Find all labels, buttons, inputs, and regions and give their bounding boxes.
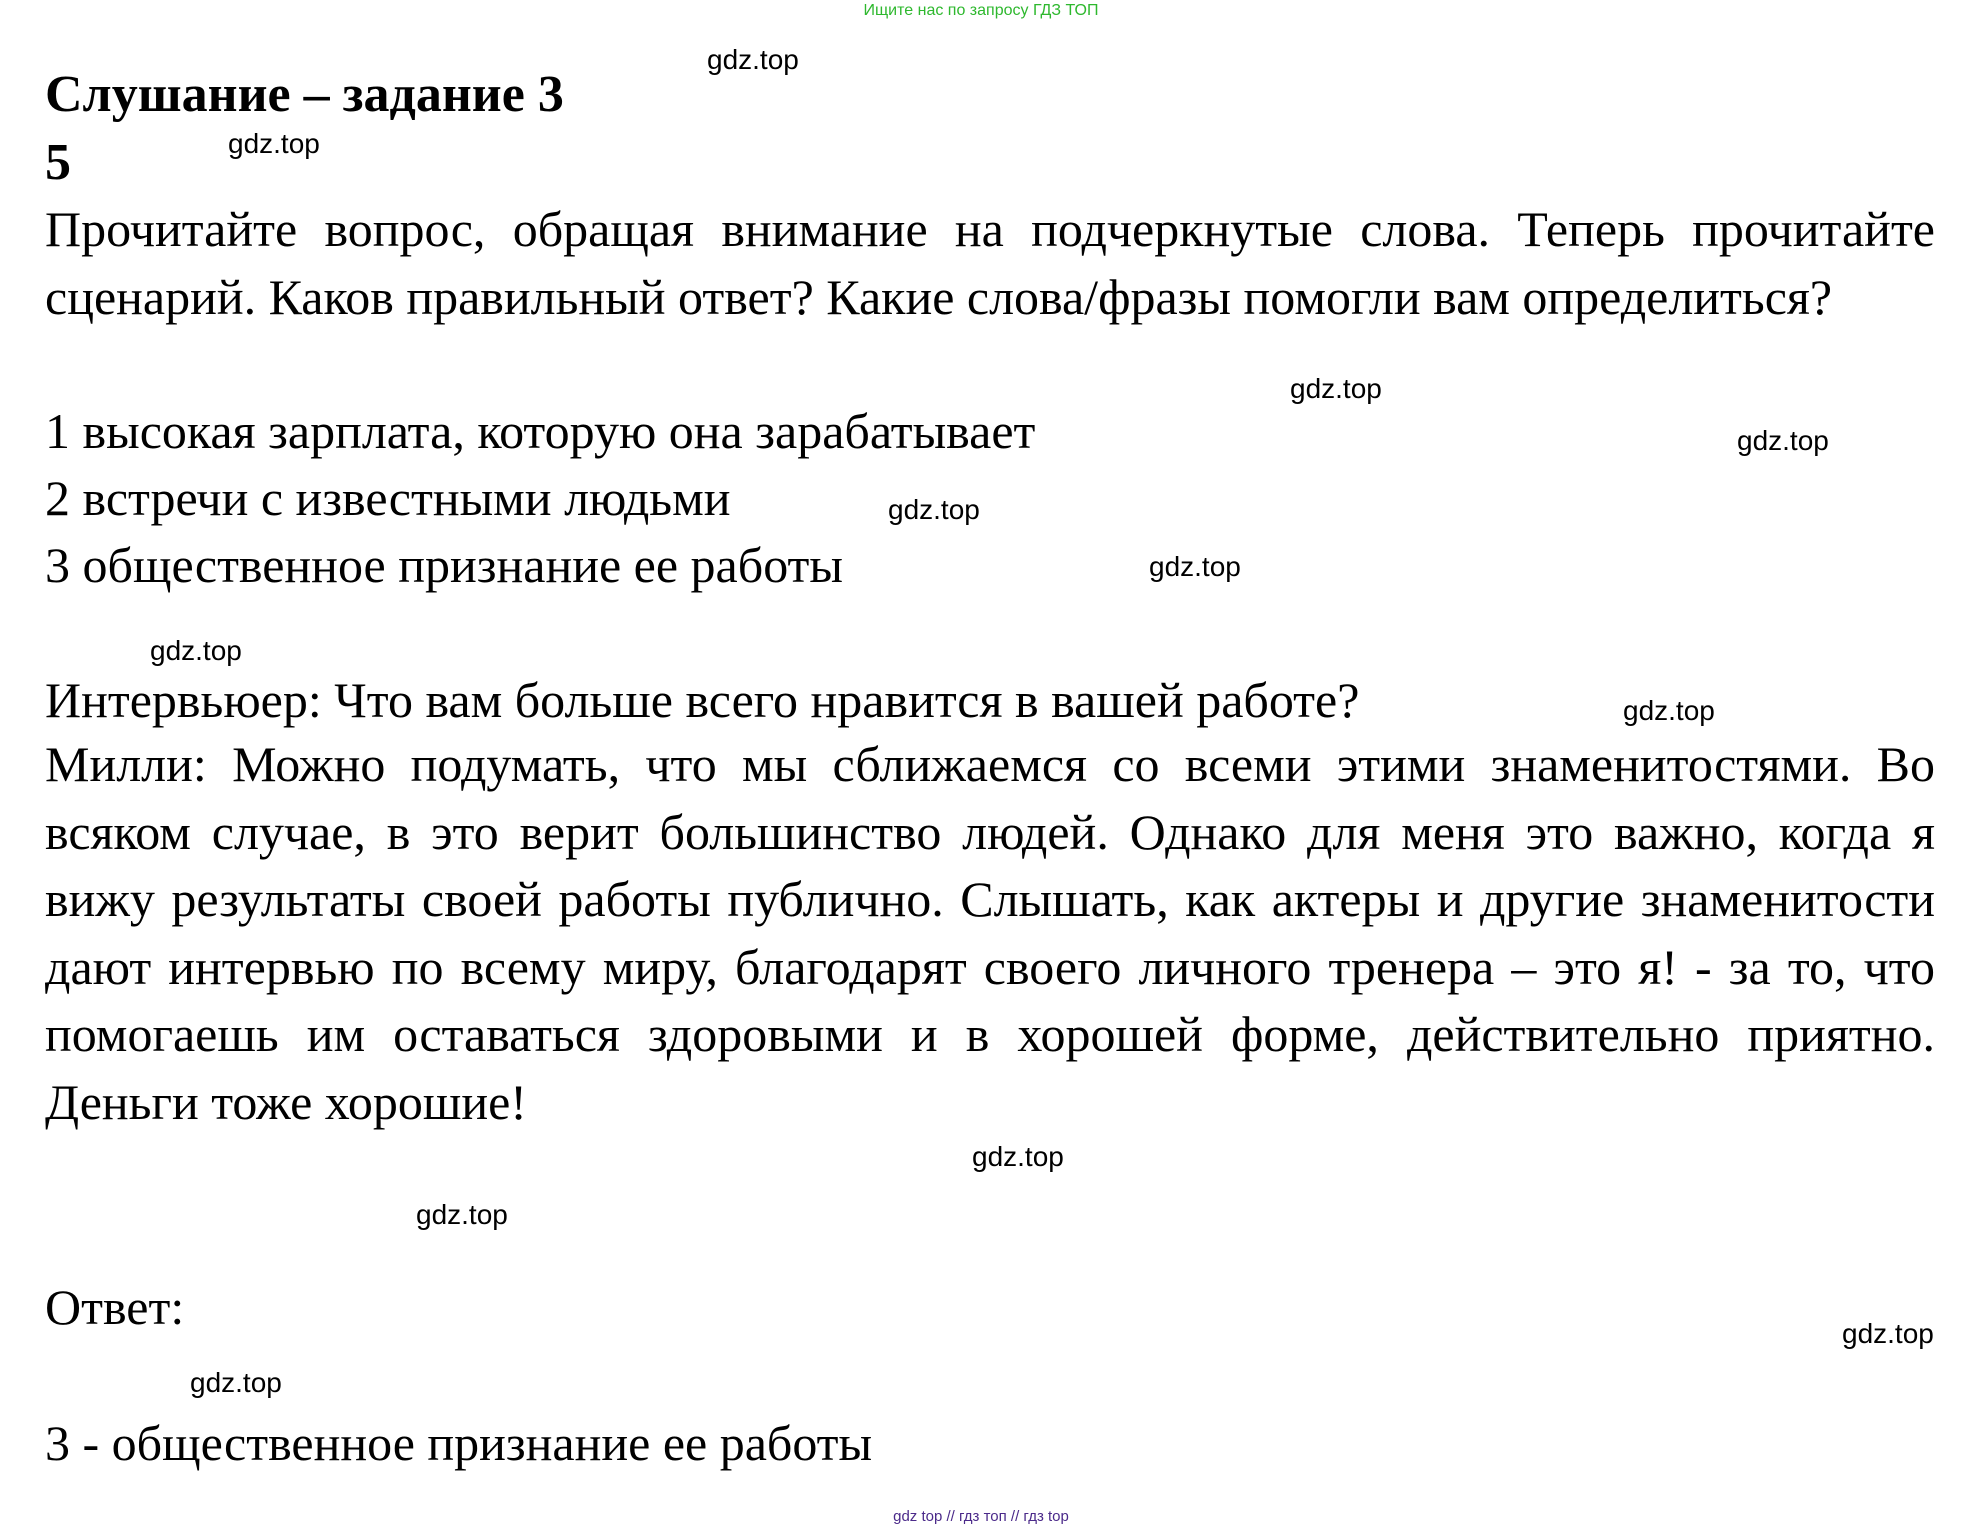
interviewer-line: Интервьюер: Что вам больше всего нравится в вашей работе? (45, 672, 1360, 728)
watermark: gdz.top (190, 1367, 282, 1398)
watermark: gdz.top (888, 494, 980, 525)
top-banner: Ищите нас по запросу ГДЗ ТОП (863, 2, 1099, 19)
option-3: 3 общественное признание ее работы (45, 537, 843, 593)
footer-credit: gdz top // гдз топ // гдз top (893, 1508, 1069, 1525)
watermark: gdz.top (1842, 1318, 1934, 1349)
milly-response: Милли: Можно подумать, что мы сближаемся со всеми этими знаменитостями. Во всяком случае, в это верит большинство людей. Однако для меня это важно, когда я вижу результаты своей работы публично. Слышать, как актеры и другие знаменитости дают интервью по всему миру, благодарят своего личного тренера – это я! - за то, что помогаешь им оставаться здоровыми и в хорошей форме, действительно приятно. Деньги тоже хорошие! (45, 736, 1935, 1130)
watermark: gdz.top (1737, 425, 1829, 456)
watermark: gdz.top (416, 1199, 508, 1230)
instruction-paragraph: Прочитайте вопрос, обращая внимание на подчеркнутые слова. Теперь прочитайте сценарий. Каков правильный ответ? Какие слова/фразы помогли вам определиться? (45, 201, 1935, 325)
page-title: Слушание – задание 3 (45, 66, 564, 123)
watermark: gdz.top (1623, 695, 1715, 726)
answer-value: 3 - общественное признание ее работы (45, 1415, 873, 1471)
task-number: 5 (45, 134, 71, 191)
watermark: gdz.top (1149, 551, 1241, 582)
watermark: gdz.top (972, 1141, 1064, 1172)
option-1: 1 высокая зарплата, которую она зарабатывает (45, 403, 1036, 459)
watermark: gdz.top (228, 128, 320, 159)
answer-label: Ответ: (45, 1279, 185, 1335)
watermark: gdz.top (707, 44, 799, 75)
watermark: gdz.top (150, 635, 242, 666)
watermark: gdz.top (1290, 373, 1382, 404)
option-2: 2 встречи с известными людьми (45, 470, 731, 526)
